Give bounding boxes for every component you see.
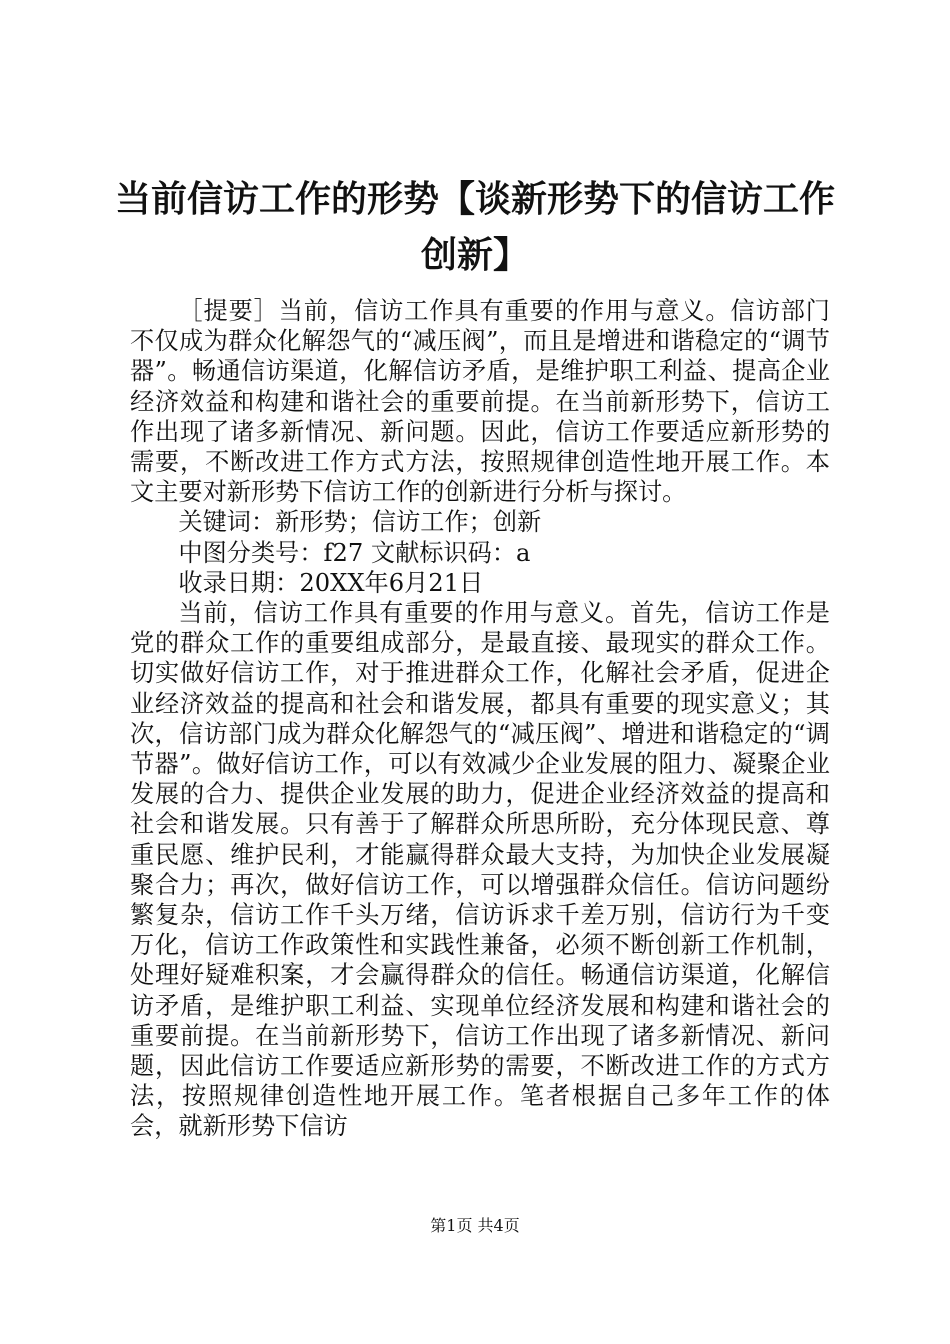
received-date-line: 收录日期：20XX年6月21日 <box>178 568 484 597</box>
keywords-line: 关键词：新形势；信访工作；创新 <box>178 508 542 537</box>
page-footer: 第1页 共4页 <box>430 1216 520 1235</box>
main-paragraph: 当前，信访工作具有重要的作用与意义。首先，信访工作是党的群众工作的重要组成部分，是最直接、最现实的群众工作。切实做好信访工作，对于推进群众工作，化解社会矛盾，促进企业经济效益的提高和社会和谐发展，都具有重要的现实意义；其次，信访部门成为群众化解怨气的“减压阀”、增进和谐稳定的“调节器”。做好信访工作，可以有效减少企业发展的阻力、凝聚企业发展的合力、提供企业发展的助力，促进企业经济效益的提高和社会和谐发展。只有善于了解群众所思所盼，充分体现民意、尊重民愿、维护民利，才能赢得群众最大支持，为加快企业发展凝聚合力；再次，做好信访工作，可以增强群众信任。信访问题纷繁复杂，信访工作千头万绪，信访诉求千差万别，信访行为千变万化，信访工作政策性和实践性兼备，必须不断创新工作机制，处理好疑难积案，才会赢得群众的信任。畅通信访渠道，化解信访矛盾，是维护职工利益、实现单位经济发展和构建和谐社会的重要前提。在当前新形势下，信访工作出现了诸多新情况、新问题，因此信访工作要适应新形势的需要，不断改进工作的方式方法，按照规律创造性地开展工作。笔者根据自己多年工作的体会，就新形势下信访 <box>130 599 830 1141</box>
classification-line: 中图分类号：f27 文献标识码：a <box>178 538 531 567</box>
document-body <box>130 296 830 1142</box>
abstract-paragraph: ［提要］当前，信访工作具有重要的作用与意义。信访部门不仅成为群众化解怨气的“减压阀”，而且是增进和谐稳定的“调节器”。畅通信访渠道，化解信访矛盾，是维护职工利益、提高企业经济效益和构建和谐社会的重要前提。在当前新形势下，信访工作出现了诸多新情况、新问题。因此，信访工作要适应新形势的需要，不断改进工作方式方法，按照规律创造性地开展工作。本文主要对新形势下信访工作的创新进行分析与探讨。 <box>130 297 830 507</box>
document-title: 当前信访工作的形势【谈新形势下的信访工作创新】 <box>114 179 835 276</box>
